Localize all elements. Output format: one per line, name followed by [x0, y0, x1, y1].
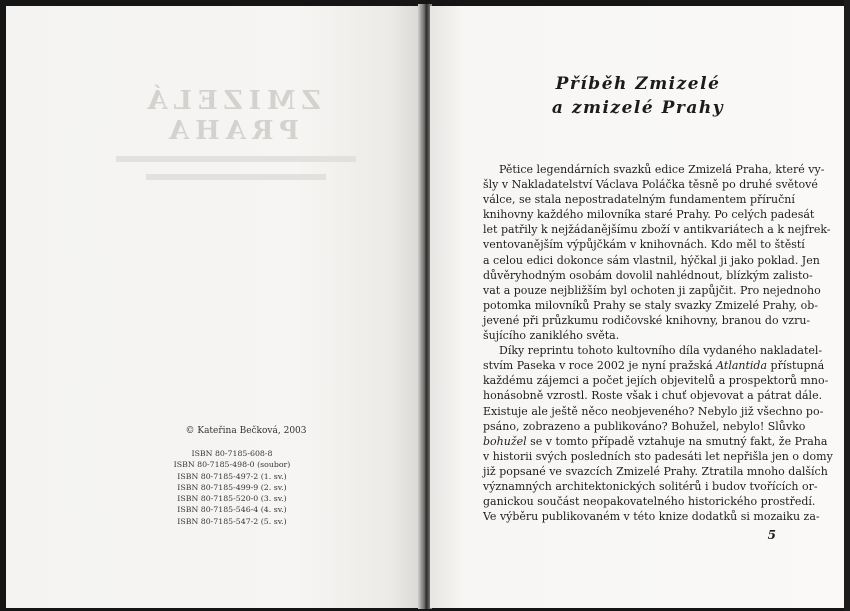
paragraph-1	[483, 162, 831, 343]
isbn-line: ISBN 80-7185-547-2 (5. sv.)	[177, 516, 287, 526]
text-segment: v historii svých posledních sto padesáti let nepřišla jen o domy	[483, 449, 833, 463]
text-line	[483, 449, 833, 464]
text-line: válce, se stala nepostradatelným fundamentem příruční	[483, 193, 795, 207]
text-segment: významných architektonických solitérů i budov tvořících or-	[483, 479, 818, 493]
text-segment: přístupná	[767, 359, 825, 373]
chapter-title-line-1: Příběh Zmizelé	[555, 74, 721, 94]
isbn-line: ISBN 80-7185-497-2 (1. sv.)	[177, 471, 287, 481]
isbn-line: ISBN 80-7185-520-0 (3. sv.)	[177, 494, 287, 504]
page-number: 5	[767, 528, 776, 542]
text-line: knihovny každého milovníka staré Prahy. Po celých padesát	[483, 208, 815, 222]
chapter-title-line-2: a zmizelé Prahy	[551, 98, 725, 118]
italic-emphasis: bohužel	[483, 434, 527, 448]
scan-edge	[844, 0, 850, 611]
text-segment: Ve výběru publikovaném v této knize dodatků si mozaiku za-	[483, 510, 820, 524]
left-page	[6, 6, 422, 608]
text-line: šujícího zaniklého světa.	[483, 329, 620, 343]
text-segment: Existuje ale ještě něco neobjeveného? Nebylo již všechno po-	[483, 404, 824, 418]
text-line: vat a pouze nejbližším byl ochoten ji zapůjčit. Pro nejednoho	[483, 283, 821, 297]
bleed-through-line	[146, 174, 326, 180]
isbn-line: ISBN 80-7185-546-4 (4. sv.)	[177, 505, 287, 515]
text-line: potomka milovníků Prahy se staly svazky Zmizelé Prahy, ob-	[483, 298, 818, 312]
text-line	[483, 358, 825, 373]
paragraph-2	[483, 343, 833, 524]
text-line	[483, 388, 823, 403]
text-segment: ganickou součást neopakovatelného historického prostředí.	[483, 495, 816, 509]
text-line	[483, 434, 828, 449]
text-segment: stvím Paseka v roce 2002 je nyní pražská	[483, 359, 717, 373]
text-segment: honásobně vzrostl. Roste však i chuť objevovat a pátrat dále.	[483, 389, 823, 403]
text-line	[483, 494, 816, 509]
copyright-notice: © Kateřina Bečková, 2003	[185, 426, 307, 436]
text-segment: se v tomto případě vztahuje na smutný fakt, že Praha	[526, 434, 828, 448]
text-segment: již popsané ve svazcích Zmizelé Prahy. Ztratila mnoho dalších	[483, 464, 828, 478]
text-line	[483, 464, 828, 479]
text-line	[483, 404, 824, 419]
isbn-line: ISBN 80-7185-608-8	[191, 449, 273, 458]
body-text	[483, 162, 833, 524]
text-line: Pětice legendárních svazků edice Zmizelá Praha, které vy-	[499, 163, 825, 176]
text-line: ventovanějším výpůjčkám v knihovnách. Kdo měl to štěstí	[483, 238, 805, 252]
text-line: důvěryhodným osobám dovolil nahlédnout, blízkým zalisto-	[483, 268, 813, 282]
text-line: jevené při průzkumu rodičovské knihovny, branou do vzru-	[483, 313, 811, 327]
text-segment: každému zájemci a počet jejích objevitelů a prospektorů mno-	[483, 374, 829, 388]
text-line: a celou edici dokonce sám vlastnil, hýčkal ji jako poklad. Jen	[483, 253, 820, 267]
bleed-through-title: ZMIZELÁ PRAHA	[141, 86, 321, 146]
text-line	[483, 343, 823, 358]
isbn-line: ISBN 80-7185-499-9 (2. sv.)	[177, 482, 287, 492]
text-line	[483, 509, 820, 524]
text-segment: psáno, zobrazeno a publikováno? Bohužel, nebylo! Slůvko	[483, 419, 806, 433]
text-line: let patřily k nejžádanějšímu zboží v antikvariátech a k nejfrek-	[483, 223, 831, 237]
bleed-through-line	[116, 156, 356, 162]
text-line	[483, 419, 806, 434]
chapter-title	[470, 72, 806, 120]
italic-emphasis: Atlantida	[716, 359, 768, 373]
isbn-list	[142, 448, 322, 527]
text-segment: Díky reprintu tohoto kultovního díla vydaného nakladatel-	[499, 344, 823, 358]
text-line	[483, 479, 818, 494]
text-line: šly v Nakladatelství Václava Poláčka těsně po druhé světové	[483, 178, 818, 192]
isbn-line: ISBN 80-7185-498-0 (soubor)	[173, 460, 291, 470]
text-line	[483, 373, 829, 388]
